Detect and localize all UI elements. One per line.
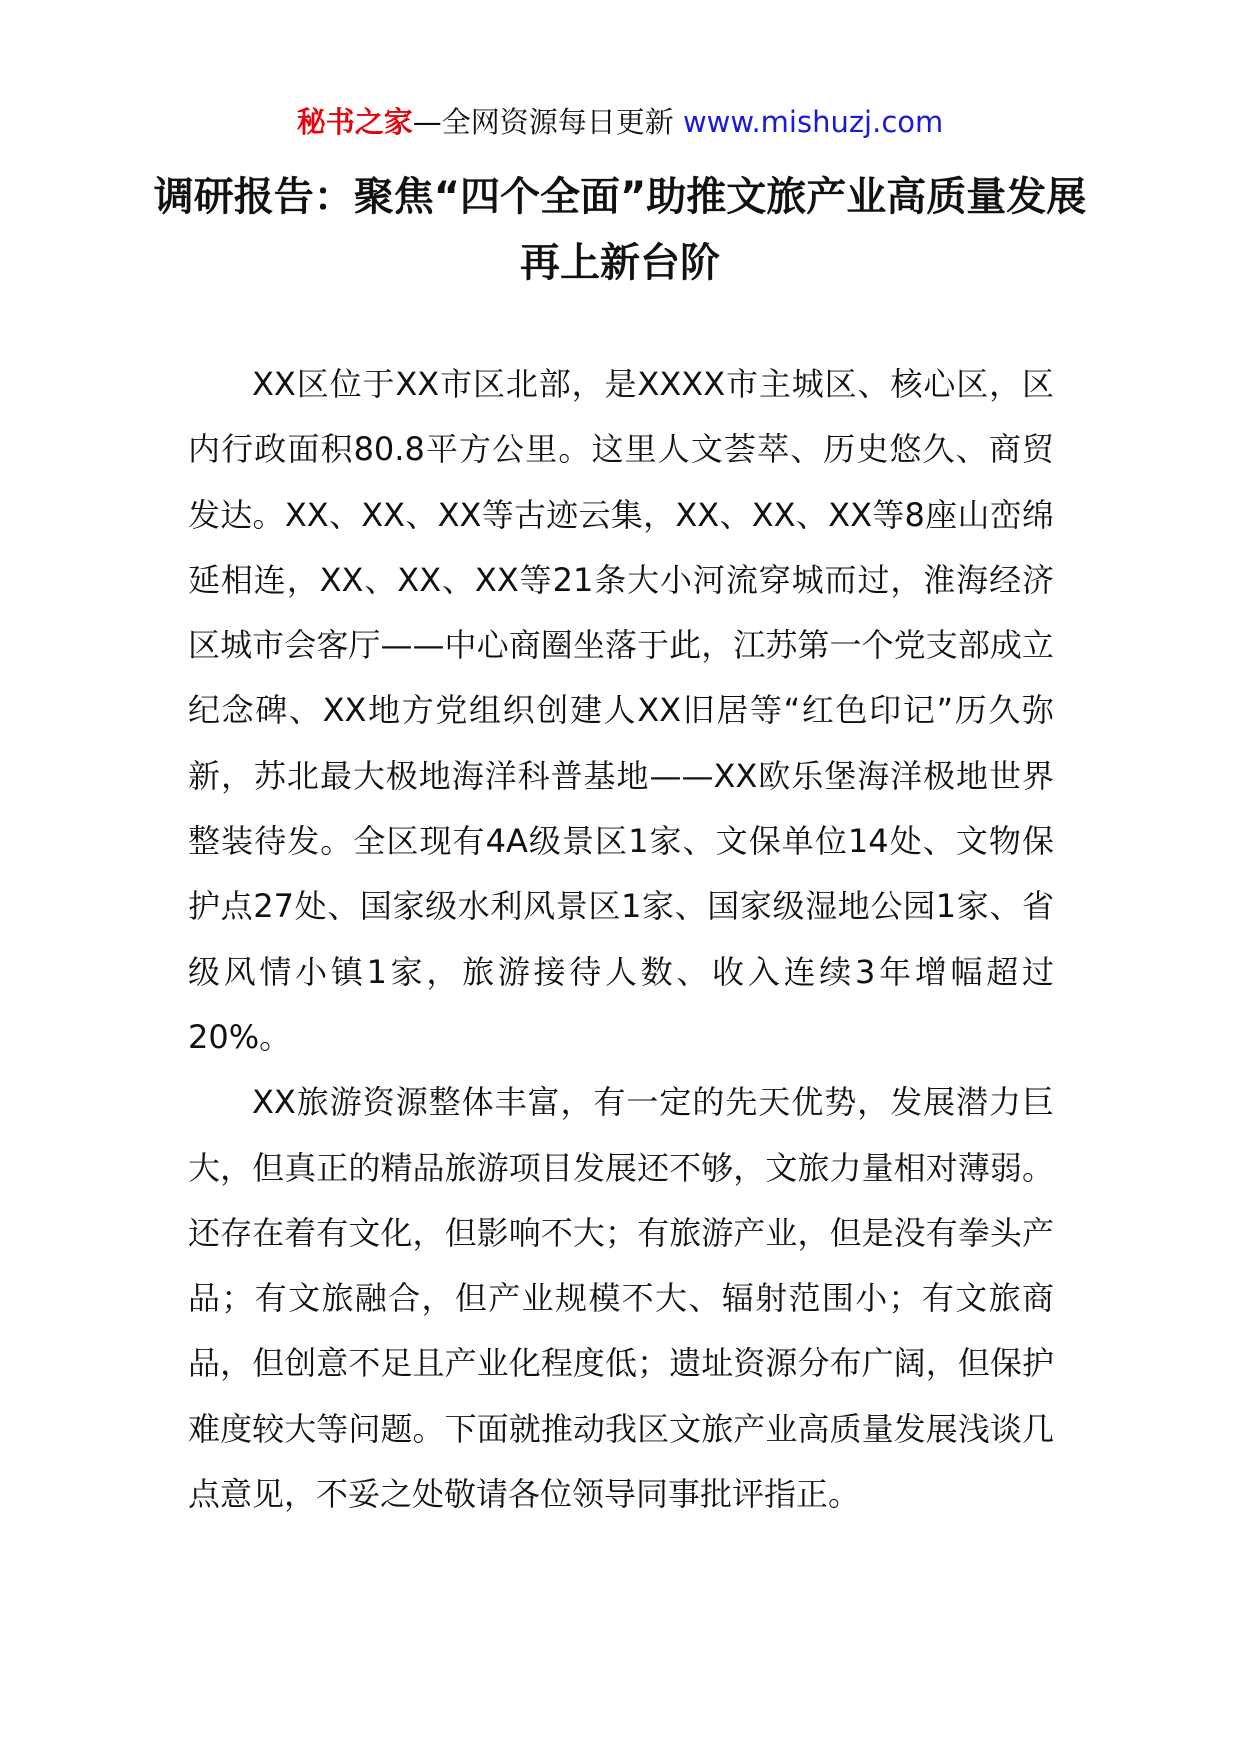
paragraph-2: XX旅游资源整体丰富，有一定的先天优势，发展潜力巨大，但真正的精品旅游项目发展还不够，文旅力量相对薄弱。还存在着有文化，但影响不大；有旅游产业，但是没有拳头产品；有文旅融合，但产业规模不大、辐射范围小；有文旅商品，但创意不足且产业化程度低；遗址资源分布广阔，但保护难度较大等问题。下面就推动我区文旅产业高质量发展浅谈几点意见，不妥之处敬请各位领导同事批评指正。 [188,1083,1054,1514]
site-brand: 秘书之家 [296,105,413,139]
document-body [188,352,1054,1527]
paragraph-1: XX区位于XX市区北部，是XXXX市主城区、核心区，区内行政面积80.8平方公里。这里人文荟萃、历史悠久、商贸发达。XX、XX、XX等古迹云集，XX、XX、XX等8座山峦绵延相连，XX、XX、XX等21条大小河流穿城而过，淮海经济区城市会客厅——中心商圈坐落于此，江苏第一个党支部成立纪念碑、XX地方党组织创建人XX旧居等“红色印记”历久弥新，苏北最大极地海洋科普基地——XX欧乐堡海洋极地世界整装待发。全区现有4A级景区1家、文保单位14处、文物保护点27处、国家级水利风景区1家、国家级湿地公园1家、省级风情小镇1家，旅游接待人数、收入连续3年增幅超过20%。 [188,365,1054,1056]
site-tagline: —全网资源每日更新 [412,105,683,139]
document-title: 调研报告：聚焦“四个全面”助推文旅产业高质量发展再上新台阶 [153,174,1087,286]
site-url-link[interactable]: www.mishuzj.com [682,105,944,139]
site-header [0,100,1240,144]
